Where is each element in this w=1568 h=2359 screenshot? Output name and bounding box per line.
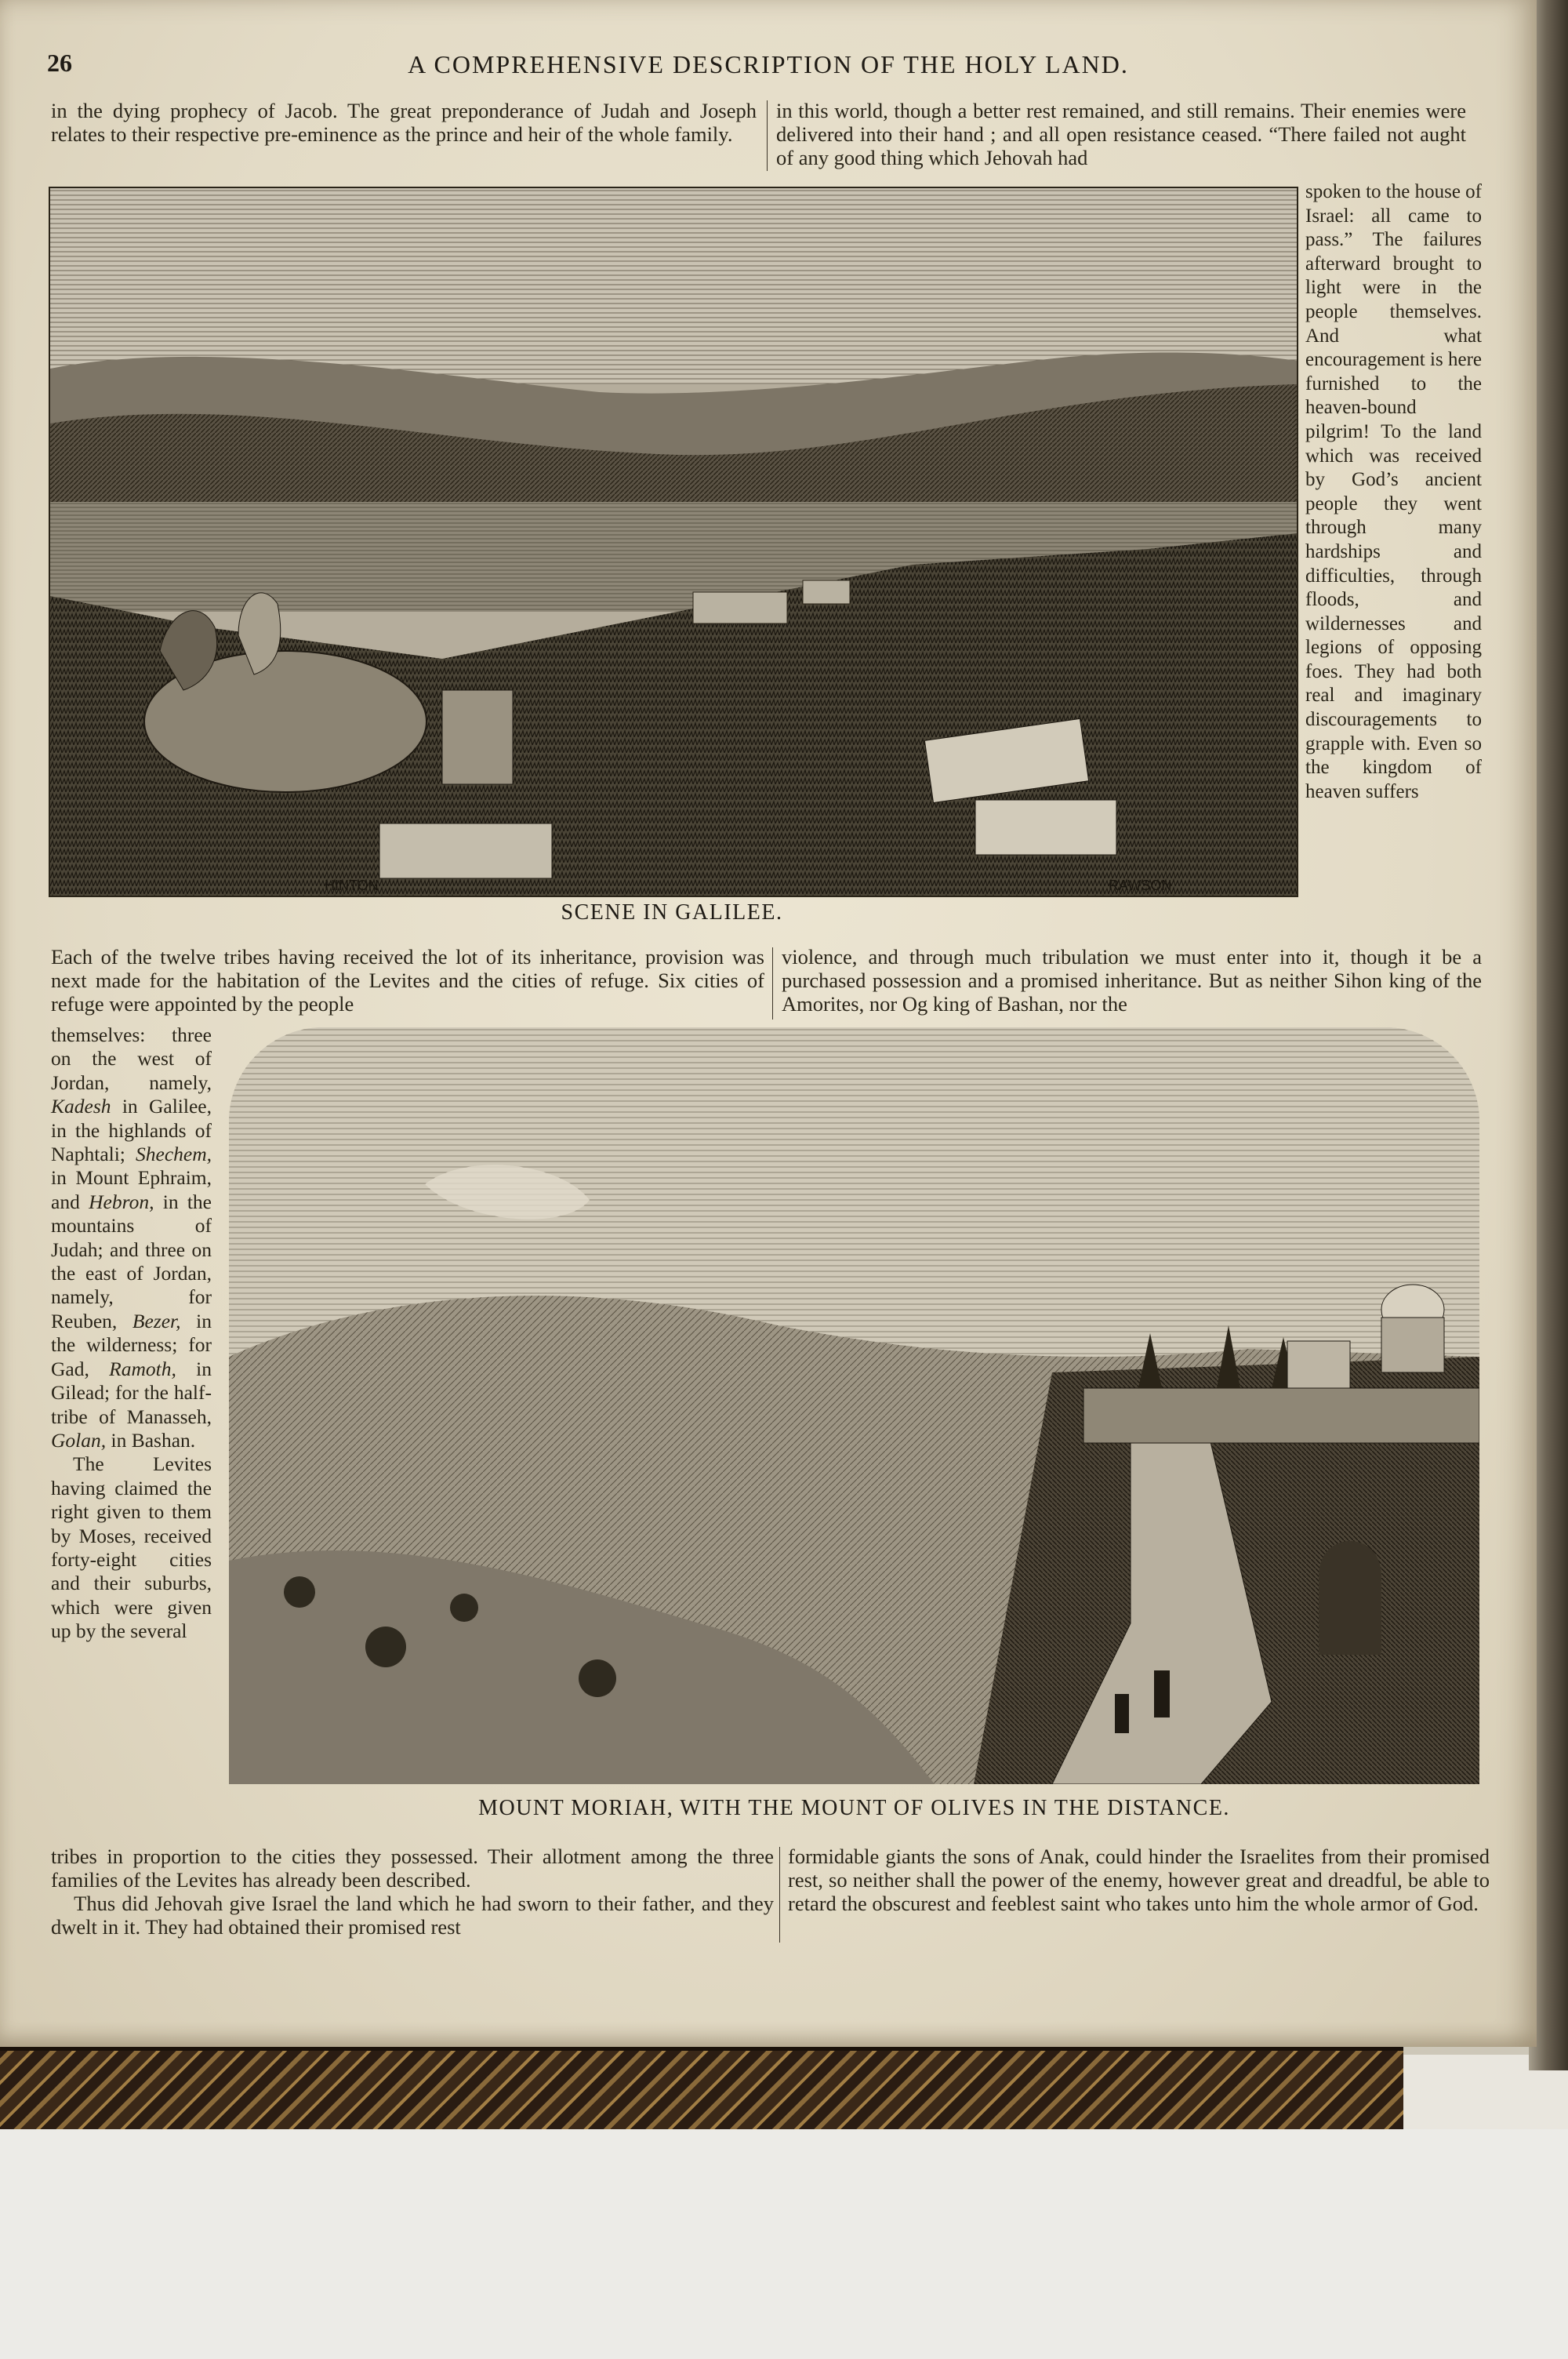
cities-text-2: in Mount Ephraim, and xyxy=(51,1166,212,1213)
cities-text-5: in Gilead; for the half-tribe of Manasseh, xyxy=(51,1357,212,1428)
side-column-paragraph: spoken to the house of Israel: all came to pass.” The failures afterward brought to light were in the people themselves. And what encouragement is here furnished to the heaven-bound pilgrim! To the land which was received by God’s ancient people they went through many hardships and difficulties, through floods, and wildernesses and legions of opposing foes. They had both real and imaginary discouragements to grapple with. Even so the kingdom of heaven suffers xyxy=(1305,181,1482,802)
engraver-signature-left: HINTON xyxy=(325,878,379,893)
city-bezer: Bezer, xyxy=(132,1309,181,1332)
top-left-paragraph: in the dying prophecy of Jacob. The great preponderance of Judah and Joseph relates to their respective pre-eminence as the prince and heir of the whole family. xyxy=(51,99,757,146)
page-title: A COMPREHENSIVE DESCRIPTION OF THE HOLY LAND. xyxy=(408,50,1129,78)
city-ramoth: Ramoth, xyxy=(109,1357,176,1380)
cities-text-4: in the wilderness; for Gad, xyxy=(51,1309,212,1380)
engraver-signature-right: RAWSON xyxy=(1109,878,1172,893)
column-rule xyxy=(779,1847,780,1943)
mount-moriah-illustration xyxy=(229,1027,1479,1784)
cities-intro: themselves: three on the west of Jordan, namely, xyxy=(51,1023,212,1094)
cities-of-refuge-column xyxy=(51,1023,212,1644)
city-shechem: Shechem, xyxy=(136,1143,212,1166)
cities-text-6: in Bashan. xyxy=(111,1428,196,1452)
caption-mount-moriah: MOUNT MORIAH, WITH THE MOUNT OF OLIVES IN THE DISTANCE. xyxy=(478,1796,1230,1820)
city-golan: Golan, xyxy=(51,1428,107,1452)
middle-left-paragraph: Each of the twelve tribes having received the lot of its inheritance, provision was next made for the habitation of the Levites and the cities of refuge. Six cities of refuge were appointed by the people xyxy=(51,945,764,1016)
city-hebron: Hebron, xyxy=(89,1190,154,1213)
column-rule xyxy=(767,100,768,171)
cities-text-3: in the mountains of Judah; and three on the east of Jordan, namely, for Reuben, xyxy=(51,1190,212,1332)
engraving-mount-moriah xyxy=(229,1027,1479,1784)
galilee-illustration xyxy=(50,188,1297,896)
middle-right-paragraph: violence, and through much tribulation we must enter into it, though it be a purchased possession and a promised inheritance. But as neither Sihon king of the Amorites, nor Og king of Bashan, nor the xyxy=(782,945,1482,1016)
bottom-right-paragraph: formidable giants the sons of Anak, could hinder the Israelites from their promised rest, so neither shall the power of the enemy, however great and dreadful, be able to retard the obscurest and feeblest saint who takes unto him the whole armor of God. xyxy=(788,1845,1490,1915)
levites-paragraph: The Levites having claimed the right given to them by Moses, received forty-eight cities and their suburbs, which were given up by the several xyxy=(51,1452,212,1643)
cities-text-1: in Galilee, in the highlands of Naphtali; xyxy=(51,1095,212,1166)
running-header xyxy=(47,49,1490,80)
page-number: 26 xyxy=(47,49,72,77)
bottom-left-paragraph-1: tribes in proportion to the cities they possessed. Their allotment among the three families of the Levites has already been described. xyxy=(51,1845,774,1892)
decorative-cover-edge xyxy=(0,2043,1403,2129)
bottom-left-paragraph-2: Thus did Jehovah give Israel the land which he had sworn to their father, and they dwelt in it. They had obtained their promised rest xyxy=(51,1892,774,1939)
top-right-paragraph: in this world, though a better rest remained, and still remains. Their enemies were delivered into their hand ; and all open resistance ceased. “There failed not aught of any good thing which Jehovah had xyxy=(776,99,1466,169)
table-surface xyxy=(0,2129,1568,2359)
column-rule xyxy=(772,947,773,1020)
caption-galilee: SCENE IN GALILEE. xyxy=(561,900,783,925)
engraving-galilee xyxy=(49,187,1298,897)
city-kadesh: Kadesh xyxy=(51,1095,111,1118)
